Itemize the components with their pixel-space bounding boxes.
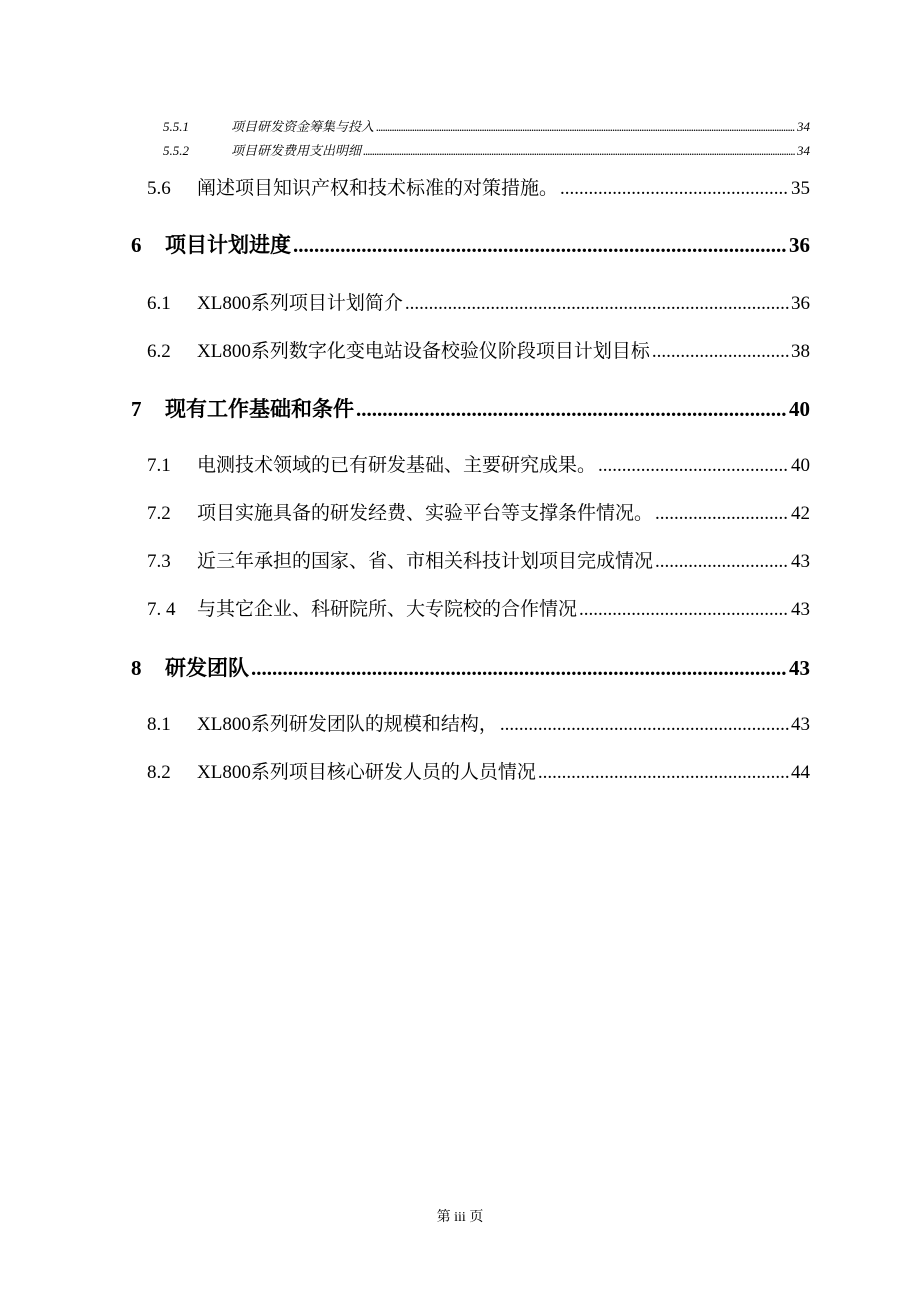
toc-title: 与其它企业、科研院所、大专院校的合作情况 — [197, 599, 578, 620]
toc-leader-dots — [405, 293, 789, 315]
toc-page-number: 42 — [791, 503, 810, 524]
toc-line[interactable] — [147, 546, 810, 573]
toc-page-number: 43 — [789, 656, 810, 680]
toc-leader-dots — [652, 341, 789, 363]
toc-number: 7.3 — [147, 551, 171, 572]
toc-title: 现有工作基础和条件 — [165, 397, 354, 421]
toc-line[interactable] — [131, 652, 810, 682]
toc-line[interactable] — [147, 173, 810, 200]
toc-number: 7. 4 — [147, 599, 176, 620]
toc-number: 7.1 — [147, 455, 171, 476]
toc-line[interactable] — [163, 116, 810, 135]
toc-page-number: 43 — [791, 599, 810, 620]
toc-line[interactable] — [131, 229, 810, 259]
toc-number: 6.1 — [147, 293, 171, 314]
toc-leader-dots — [293, 233, 787, 258]
toc-leader-dots — [655, 503, 789, 525]
toc-number: 7.2 — [147, 503, 171, 524]
toc-number: 5.5.1 — [163, 119, 189, 134]
toc-title: 研发团队 — [165, 656, 249, 680]
toc-number: 8 — [131, 656, 142, 680]
toc-line[interactable] — [163, 140, 810, 159]
toc-title: 项目研发资金筹集与投入 — [231, 119, 375, 134]
toc-leader-dots — [579, 599, 789, 621]
toc-leader-dots — [655, 551, 789, 573]
toc-title: 近三年承担的国家、省、市相关科技计划项目完成情况 — [197, 551, 654, 572]
toc-line[interactable] — [147, 757, 810, 784]
toc-number: 5.5.2 — [163, 143, 189, 158]
toc-leader-dots — [356, 397, 787, 422]
toc-page-number: 34 — [797, 143, 810, 158]
toc-number: 8.1 — [147, 714, 171, 735]
toc-title: XL800系列数字化变电站设备校验仪阶段项目计划目标 — [197, 341, 650, 362]
toc-page-number: 40 — [789, 397, 810, 421]
toc-number: 6 — [131, 233, 142, 257]
toc-page-number: 36 — [789, 233, 810, 257]
toc-page-number: 43 — [791, 551, 810, 572]
toc-page-number: 35 — [791, 178, 810, 199]
toc-title: XL800系列项目核心研发人员的人员情况 — [197, 762, 536, 783]
toc-page-number: 43 — [791, 714, 810, 735]
toc-line[interactable] — [147, 288, 810, 315]
toc-leader-dots — [363, 143, 795, 159]
toc-page-number: 38 — [791, 341, 810, 362]
toc-page-number: 34 — [797, 119, 810, 134]
toc-title: 项目研发费用支出明细 — [231, 143, 362, 158]
toc-leader-dots — [560, 178, 789, 200]
toc-leader-dots — [251, 656, 787, 681]
toc-line[interactable] — [147, 594, 810, 621]
toc-title: XL800系列项目计划简介 — [197, 293, 403, 314]
toc-leader-dots — [538, 762, 789, 784]
toc-page-number: 36 — [791, 293, 810, 314]
toc-number: 5.6 — [147, 178, 171, 199]
toc-line[interactable] — [147, 336, 810, 363]
page-footer: 第 iii 页 — [436, 1210, 484, 1225]
toc-line[interactable] — [131, 393, 810, 423]
toc-title: 电测技术领域的已有研发基础、主要研究成果。 — [197, 455, 597, 476]
toc-line[interactable] — [147, 450, 810, 477]
toc-title: XL800系列研发团队的规模和结构， — [197, 714, 498, 735]
toc-page-number: 44 — [791, 762, 810, 783]
toc-number: 6.2 — [147, 341, 171, 362]
toc-title: 项目计划进度 — [165, 233, 291, 257]
toc-line[interactable] — [147, 709, 810, 736]
toc-leader-dots — [500, 714, 789, 736]
toc-leader-dots — [376, 119, 795, 135]
toc-leader-dots — [598, 455, 789, 477]
toc-number: 7 — [131, 397, 142, 421]
toc-page-number: 40 — [791, 455, 810, 476]
toc-title: 项目实施具备的研发经费、实验平台等支撑条件情况。 — [197, 503, 654, 524]
toc-title: 阐述项目知识产权和技术标准的对策措施。 — [197, 178, 559, 199]
toc-number: 8.2 — [147, 762, 171, 783]
toc-line[interactable] — [147, 498, 810, 525]
